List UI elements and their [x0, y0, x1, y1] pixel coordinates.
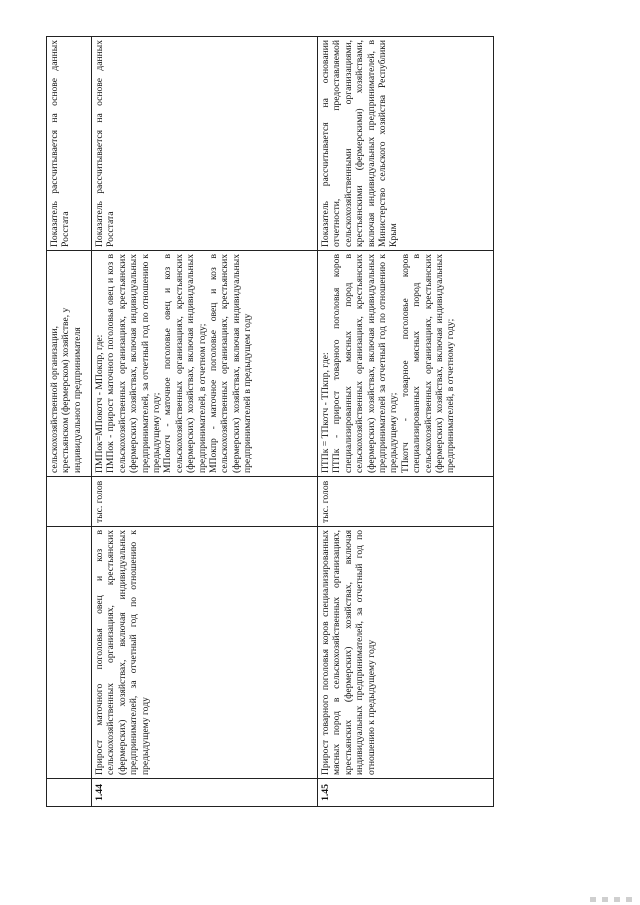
- formula-line: индивидуального предпринимателя: [71, 327, 83, 473]
- formula-line: крестьянском (фермерском) хозяйстве, у: [60, 307, 72, 473]
- formula-cell: [47, 251, 92, 477]
- scan-mark: [614, 897, 620, 902]
- formula-cell: [318, 251, 494, 477]
- row-number: 1.45: [318, 779, 494, 807]
- source-cell: Показатель рассчитывается на основе данных Росстата: [92, 37, 318, 251]
- indicator-name-cell: [47, 527, 92, 779]
- table-row-1-45: [318, 37, 494, 807]
- formula-line: ПТПк = ТПкотч - ТПкпр, где:: [320, 352, 331, 473]
- formula-line: МПокпр - маточное поголовье овец и коз в сельскохозяйственных организациях, крестьянских (фермерских) хозяйствах, включая индивидуальных предпринимателей в предыдущем году: [208, 254, 254, 473]
- scan-mark: [602, 897, 608, 902]
- formula-line: ПМПок - прирост маточного поголовья овец и коз в сельскохозяйственных организациях, крестьянских (фермерских) хозяйствах, включая индивидуальных предпринимателей, за отчетный год по отношению к предыдущему году;: [105, 254, 163, 473]
- unit-cell: [47, 477, 92, 527]
- unit-label: тыс. голов: [92, 477, 318, 527]
- unit-label: тыс. голов: [318, 477, 494, 527]
- formula-line: ТПкотч - товарное поголовье коров специализированных мясных пород в сельскохозяйственных организациях, крестьянских (фермерских) хозяйствах, включая индивидуальных предпринимателей, в отчетному году;: [399, 254, 457, 473]
- formula-line: ПМПок=МПокотч - МПокпр, где:: [94, 334, 105, 473]
- formula-line: МПокотч - маточное поголовье овец и коз в сельскохозяйственных организациях, крестьянских (фермерских) хозяйствах, включая индивидуальных предпринимателей, в отчетном году;: [162, 254, 208, 473]
- source-cell: Показатель рассчитывается на основе данных Росстата: [47, 37, 92, 251]
- scan-marks: [560, 897, 632, 903]
- formula-line: сельскохозяйственной организации,: [49, 325, 60, 473]
- formula-cell: [92, 251, 318, 477]
- indicator-table: [46, 36, 494, 807]
- scan-mark: [590, 897, 596, 902]
- source-cell: Показатель рассчитывается на основании отчетности, предоставляемой сельскохозяйственными организациями, крестьянскими (фермерскими) хозяйствами, включая индивидуальных предпринимателей, в Министерство сельского хозяйства Республики Крым: [318, 37, 494, 251]
- table-row-1-44: [92, 37, 318, 807]
- indicator-name: Прирост товарного поголовья коров специализированных мясных пород в сельскохозяйственных организациях, крестьянских (фермерских) хозяйствах, включая индивидуальных предпринимателей, за отчетный год по отношению к предыдущему году: [318, 527, 494, 779]
- row-number-cell: [47, 779, 92, 807]
- table-row-continued: [47, 37, 92, 807]
- formula-line: ПТПк - прирост товарного поголовья коров специализированных мясных пород в сельскохозяйственных организациях, крестьянских (фермерских) хозяйствах, включая индивидуальных предпринимателей за отчетный год по отношению к предыдущему году;: [331, 254, 400, 473]
- indicator-name: Прирост маточного поголовья овец и коз в сельскохозяйственных организациях, крестьянских (фермерских) хозяйствах, включая индивидуальных предпринимателей, за отчетный год по отношению к предыдущему году: [92, 527, 318, 779]
- scan-mark: [626, 897, 632, 902]
- row-number: 1.44: [92, 779, 318, 807]
